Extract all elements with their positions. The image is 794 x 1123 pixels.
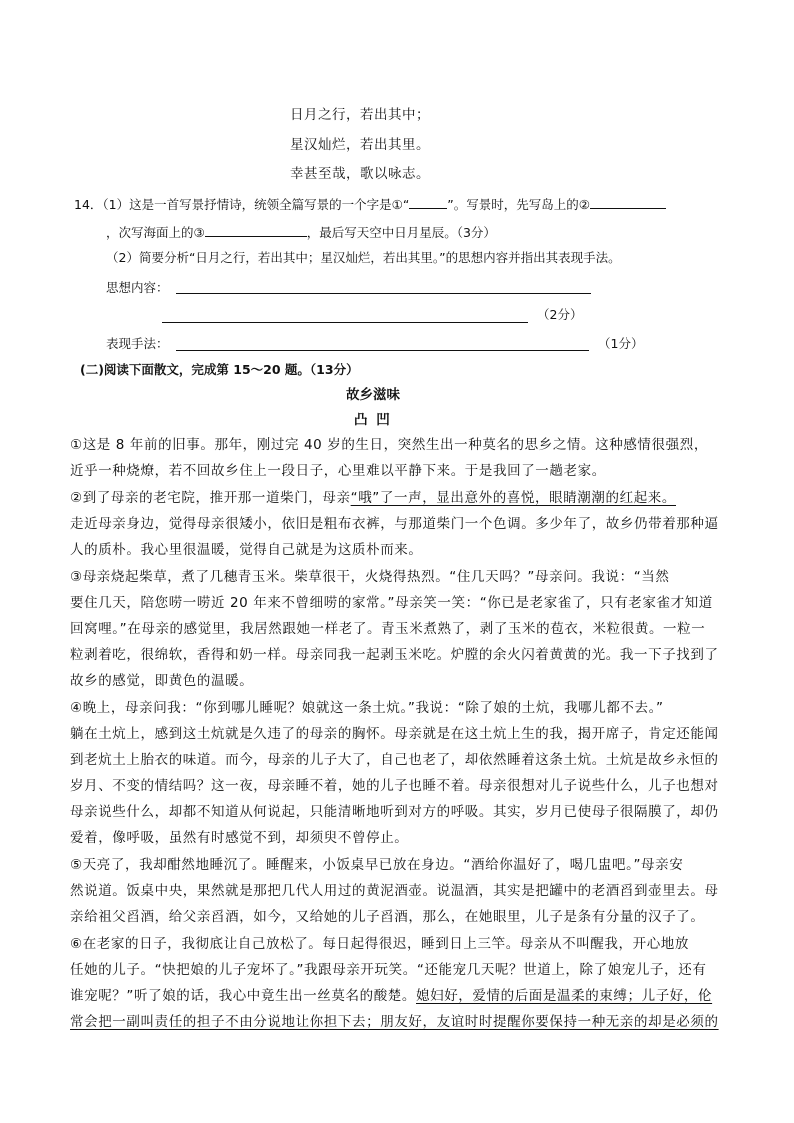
paragraph-6-line-2: 任她的儿子。“快把娘的儿子宠坏了。”我跟母亲开玩笑。“还能宠几天呢？世道上，除了娘宠儿子，还有 [70,962,707,978]
paragraph-2-line-2: 走近母亲身边，觉得母亲很矮小，依旧是粗布衣裤，与那道柴门一个色调。多少年了，故乡仍带着那种逼 [70,516,719,532]
paragraph-4-line-3: 到老炕土上胎衣的味道。而今，母亲的儿子大了，自己也老了，却依然睡着这条土炕。土炕是故乡永恒的 [70,752,719,768]
method-label: 表现手法： [106,336,169,351]
poem-line-2: 星汉灿烂，若出其里。 [290,137,430,153]
paragraph-4-line-4: 岁月、不变的情结吗？这一夜，母亲睡不着，她的儿子也睡不着。母亲很想对儿子说些什么，儿子也想对 [70,778,719,794]
q14-part2: （2）简要分析“日月之行，若出其中；星汉灿烂，若出其里。”的思想内容并指出其表现手法。 [106,250,621,265]
paragraph-5-line-2: 然说道。饭桌中央，果然就是那把几代人用过的黄泥酒壶。说温酒，其实是把罐中的老酒舀到壶里去。母 [70,883,719,899]
paragraph-4-line-2: 躺在土炕上，感到这土炕就是久违了的母亲的胸怀。母亲就是在这土炕上生的我，揭开席子，肯定还能闻 [70,726,719,742]
paragraph-3-line-4: 粒剥着吃，很绵软，香得和奶一样。母亲同我一起剥玉米吃。炉膛的余火闪着黄黄的光。我一下子找到了 [70,647,719,663]
answer-blank-2[interactable] [590,194,666,209]
paragraph-5-line-1: ⑤天亮了，我却酣然地睡沉了。睡醒来，小饭桌早已放在身边。“酒给你温好了，喝几盅吧。”母亲安 [70,857,684,873]
paragraph-3-line-5: 故乡的感觉，即黄色的温暖。 [70,673,254,689]
article-author: 凸 凹 [354,412,392,428]
answer-blank-3[interactable] [205,222,307,237]
paragraph-4-line-5: 母亲说些什么，却都不知道从何说起，只能清晰地听到对方的呼吸。其实，岁月已使母子很隔膜了，却仍 [70,804,719,820]
paragraph-4-line-1: ④晚上，母亲问我：“你到哪儿睡呢？娘就这一条土炕。”我说：“除了娘的土炕，我哪儿都不去。” [70,700,664,716]
paragraph-4-line-6: 爱着，像呼吸，虽然有时感觉不到，却须臾不曾停止。 [70,830,409,846]
paragraph-5-line-3: 亲给祖父舀酒，给父亲舀酒，如今，又给她的儿子舀酒，那么，在她眼里，儿子是条有分量的汉子了。 [70,909,705,925]
q14-part1-text-d: ，最后写天空中日月星辰。（3分） [306,225,496,240]
article-title: 故乡滋味 [346,387,400,403]
paragraph-3-line-3: 回窝哩。”在母亲的感觉里，我居然跟她一样老了。青玉米煮熟了，剥了玉米的苞衣，米粒很黄。一粒一 [70,621,706,637]
method-answer-line[interactable] [176,350,589,351]
paragraph-2-line-3: 人的质朴。我心里很温暖，觉得自己就是为这质朴而来。 [70,542,423,558]
thought-answer-line-2[interactable] [162,322,528,323]
paragraph-2-text: ②到了母亲的老宅院，推开那一道柴门，母亲 [70,490,351,506]
paragraph-6-line-4: 常会把一副叫责任的担子不由分说地让你担下去；朋友好，友谊时时提醒你要保持一种无亲的却是必须的 [70,1014,719,1030]
answer-blank-1[interactable] [409,194,447,209]
paragraph-6-line-3 [70,988,718,1004]
underlined-sentence-2: 媳妇好，爱情的后面是温柔的束缚；儿子好，伦 [416,988,713,1004]
score-1: （1分） [598,336,644,351]
paragraph-6-text: 谁宠呢？”听了娘的话，我心中竟生出一丝莫名的酸楚。 [70,988,416,1004]
paragraph-6-line-1: ⑥在老家的日子，我彻底让自己放松了。每日起得很迟，睡到日上三竿。母亲从不叫醒我，开心地放 [70,936,690,952]
paragraph-1-line-2: 近乎一种烧燎，若不回故乡住上一段日子，心里难以平静下来。于是我回了一趟老家。 [70,463,606,479]
q14-part1-cont [106,222,496,241]
poem-line-3: 幸甚至哉，歌以咏志。 [290,166,430,182]
thought-answer-line-1[interactable] [176,293,591,294]
paragraph-3-line-2: 要住几天，陪您唠一唠近 20 年来不曾细唠的家常。”母亲笑一笑：“你已是老家雀了，只有老家雀才知道 [70,595,713,611]
q14-part1-text-b: ”。写景时，先写岛上的② [447,197,590,212]
paragraph-1-line-1: ①这是 8 年前的旧事。那年，刚过完 40 岁的生日，突然生出一种莫名的思乡之情。这种感情很强烈， [70,437,708,453]
q14-part1-text-a: 14．（1）这是一首写景抒情诗，统领全篇写景的一个字是①“ [74,197,410,212]
thought-label: 思想内容： [106,280,169,295]
q14-part1 [74,194,666,213]
q14-part1-text-c: ，次写海面上的③ [106,225,205,240]
section-heading: (二)阅读下面散文，完成第 15～20 题。（13分） [80,362,359,377]
paragraph-3-line-1: ③母亲烧起柴草，煮了几穗青玉米。柴草很干，火烧得热烈。“住几天吗？”母亲问。我说：“当然 [70,569,670,585]
underlined-sentence-1: “哦”了一声，显出意外的喜悦，眼睛潮潮的红起来。 [350,490,676,506]
poem-line-1: 日月之行，若出其中； [290,107,430,123]
paragraph-2-line-1 [70,490,718,506]
score-2: （2分） [537,307,583,322]
